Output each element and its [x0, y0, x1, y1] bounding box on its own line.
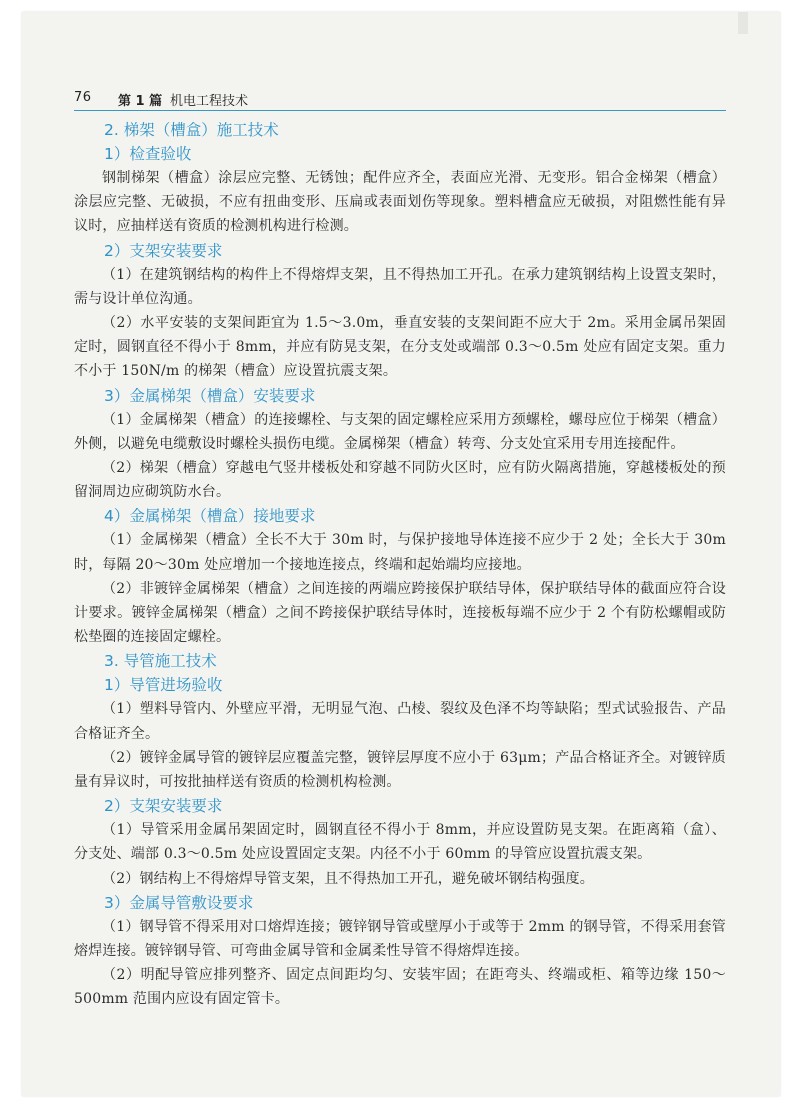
subheading-inspection: 1）检查验收 — [104, 145, 192, 163]
paragraph: （1）钢导管不得采用对口熔焊连接；镀锌钢导管或壁厚小于或等于 2mm 的钢导管，不得采用套管熔焊连接。镀锌钢导管、可弯曲金属导管和金属柔性导管不得熔焊连接。 — [74, 918, 726, 960]
paragraph: （2）钢结构上不得熔焊导管支架，且不得热加工开孔，避免破坏钢结构强度。 — [102, 870, 594, 887]
subheading-metal-tray-grounding: 4）金属梯架（槽盒）接地要求 — [104, 507, 316, 526]
page-edge-tab — [738, 12, 748, 34]
subheading-conduit-bracket: 2）支架安装要求 — [104, 797, 223, 816]
paragraph: （1）金属梯架（槽盒）的连接螺栓、与支架的固定螺栓应采用方颈螺栓，螺母应位于梯架（槽盒）外侧，以避免电缆敷设时螺栓头损伤电缆。金属梯架（槽盒）转弯、分支处宜采用专用连接配件。 — [74, 411, 726, 452]
paragraph: （1）塑料导管内、外壁应平滑，无明显气泡、凸棱、裂纹及色泽不均等缺陷；型式试验报告、产品合格证齐全。 — [74, 701, 726, 742]
paragraph: （1）导管采用金属吊架固定时，圆钢直径不得小于 8mm，并应设置防晃支架。在距离箱（盒）、分支处、端部 0.3～0.5m 处应设置固定支架。内径不小于 60mm 的导管应设置抗震支架。 — [74, 822, 726, 863]
section-heading-trays: 2. 梯架（槽盒）施工技术 — [104, 121, 279, 139]
paragraph: 钢制梯架（槽盒）涂层应完整、无锈蚀；配件应齐全，表面应光滑、无变形。铝合金梯架（槽盒）涂层应完整、无破损，不应有扭曲变形、压扁或表面划伤等现象。塑料槽盒应无破损，对阻燃性能有异议时，应抽样送有资质的检测机构进行检测。 — [74, 170, 726, 235]
subheading-bracket-install: 2）支架安装要求 — [104, 241, 223, 260]
part-label: 第 1 篇 — [118, 94, 163, 109]
page-body — [74, 118, 726, 1012]
page-number: 76 — [74, 90, 92, 105]
paragraph: （1）金属梯架（槽盒）全长不大于 30m 时，与保护接地导体连接不应少于 2 处；全长大于 30m 时，每隔 20～30m 处应增加一个接地连接点，终端和起始端均应接地。 — [74, 532, 726, 573]
running-header — [74, 88, 726, 110]
paragraph: （2）梯架（槽盒）穿越电气竖井楼板处和穿越不同防火区时，应有防火隔离措施，穿越楼板处的预留洞周边应砌筑防水台。 — [74, 460, 726, 501]
paragraph: （1）在建筑钢结构的构件上不得熔焊支架，且不得热加工开孔。在承力建筑钢结构上设置支架时，需与设计单位沟通。 — [74, 266, 726, 307]
part-title: 机电工程技术 — [170, 94, 249, 109]
paragraph: （2）非镀锌金属梯架（槽盒）之间连接的两端应跨接保护联结导体，保护联结导体的截面应符合设计要求。镀锌金属梯架（槽盒）之间不跨接保护联结导体时，连接板每端不应少于 2 个有防松螺帽或防松垫圈的连接固定螺栓。 — [74, 580, 726, 646]
header-divider — [74, 110, 726, 111]
section-heading-conduit: 3. 导管施工技术 — [104, 652, 217, 671]
paragraph: （2）明配导管应排列整齐、固定点间距均匀、安装牢固；在距弯头、终端或柜、箱等边缘 150～500mm 范围内应设有固定管卡。 — [74, 967, 726, 1008]
subheading-conduit-acceptance: 1）导管进场验收 — [104, 676, 223, 695]
subheading-metal-tray-install: 3）金属梯架（槽盒）安装要求 — [104, 386, 316, 405]
paragraph: （2）水平安装的支架间距宜为 1.5～3.0m，垂直安装的支架间距不应大于 2m。采用金属吊架固定时，圆钢直径不得小于 8mm，并应有防晃支架，在分支处或端部 0.3～0.5m 处应有固定支架。重力不小于 150N/m 的梯架（槽盒）应设置抗震支架。 — [74, 315, 726, 380]
subheading-metal-conduit-laying: 3）金属导管敷设要求 — [104, 893, 254, 912]
paragraph: （2）镀锌金属导管的镀锌层应覆盖完整，镀锌层厚度不应小于 63μm；产品合格证齐全。对镀锌质量有异议时，可按批抽样送有资质的检测机构检测。 — [74, 749, 726, 791]
